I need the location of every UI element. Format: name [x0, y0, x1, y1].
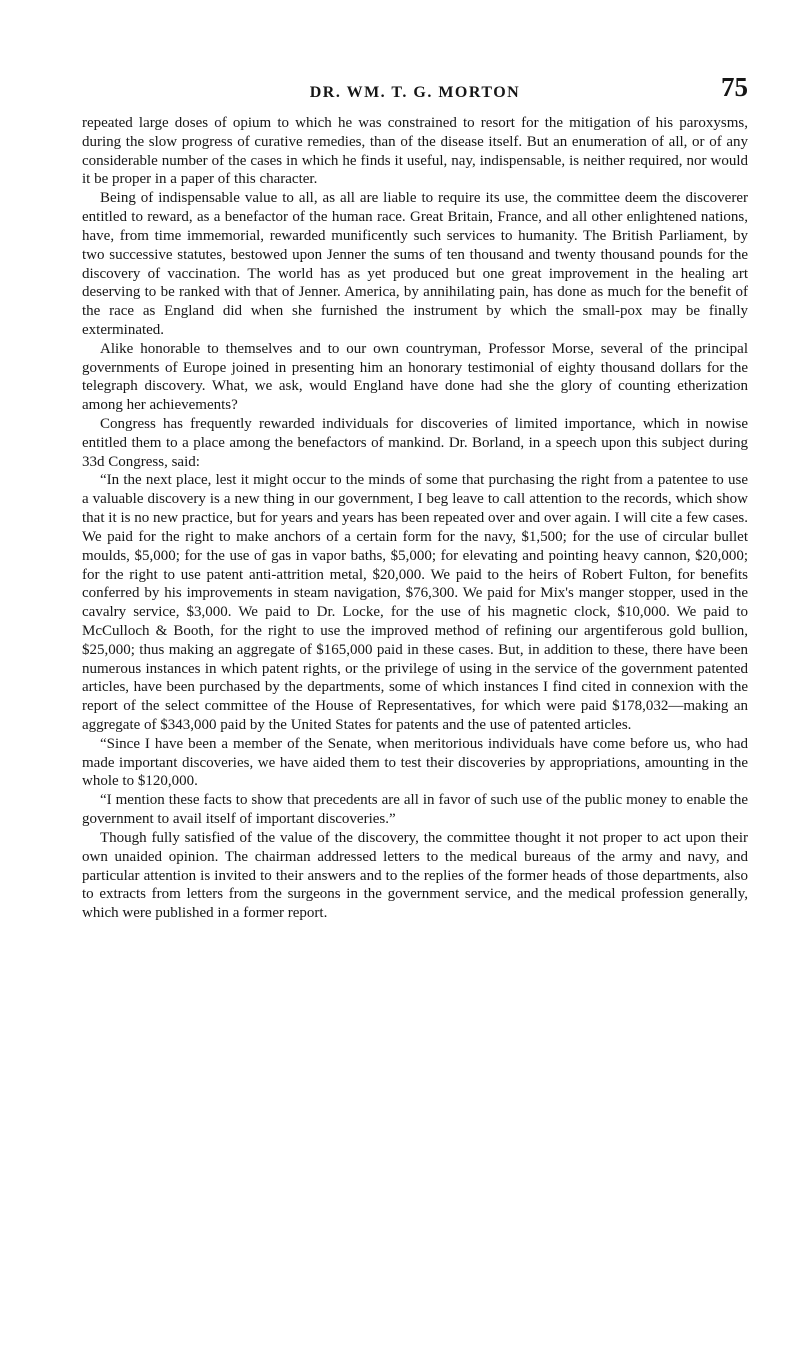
- paragraph-final: Though fully satisfied of the value of the discovery, the committee thought it not proper to act upon their own unaided opinion. The chairman addressed letters to the medical bureaus of the army and navy, and particular attention is invited to their answers and to the replies of the former heads of those departments, also to extracts from letters from the surgeons in the government service, and the medical profession generally, which were published in a former report.: [82, 829, 748, 922]
- book-page: [82, 64, 748, 923]
- paragraph-2: Being of indispensable value to all, as all are liable to require its use, the committee deem the discoverer entitled to reward, as a benefactor of the human race. Great Britain, France, and all other enlightened nations, have, from time immemorial, rewarded munificently such services to humanity. The British Parliament, by two successive statutes, bestowed upon Jenner the sums of ten thousand and twenty thousand pounds for the discovery of vaccination. The world has as yet produced but one great improvement in the healing art deserving to be ranked with that of Jenner. America, by annihilating pain, has done as much for the benefit of the race as England did when she furnished the instrument by which the small-pox may be finally exterminated.: [82, 190, 748, 338]
- body-text: [82, 114, 748, 923]
- running-title: DR. WM. T. G. MORTON: [309, 84, 521, 101]
- quoted-paragraph-2: “Since I have been a member of the Senate, when meritorious individuals have come before us, who had made important discoveries, we have aided them to test their discoveries by appropriations, amounting in the whole to $120,000.: [82, 735, 748, 790]
- paragraph-3: Alike honorable to themselves and to our own countryman, Professor Morse, several of the principal governments of Europe joined in presenting him an honorary testimonial of eighty thousand dollars for the telegraph discovery. What, we ask, would England have done had she the glory of counting etherization among her achievements?: [82, 340, 748, 414]
- running-head: [82, 64, 748, 110]
- quoted-paragraph-3: “I mention these facts to show that precedents are all in favor of such use of the public money to enable the government to avail itself of important discoveries.”: [82, 792, 748, 828]
- page-number: 75: [721, 72, 748, 102]
- paragraph-4: Congress has frequently rewarded individuals for discoveries of limited importance, which in nowise entitled them to a place among the benefactors of mankind. Dr. Borland, in a speech upon this subject during 33d Congress, said:: [82, 416, 748, 470]
- quoted-paragraph-1: “In the next place, lest it might occur to the minds of some that purchasing the right from a patentee to use a valuable discovery is a new thing in our government, I beg leave to call attention to the records, which show that it is no new practice, but for years and years has been repeated over and over again. I will cite a few cases. We paid for the right to make anchors of a certain form for the navy, $1,500; for the use of circular bullet moulds, $5,000; for the use of gas in vapor baths, $5,000; for elevating and pointing heavy cannon, $20,000; for the right to use patent anti-attrition metal, $20,000. We paid to the heirs of Robert Fulton, for benefits conferred by his improvements in steam navigation, $76,300. We paid for Mix's manger stopper, used in the cavalry service, $3,000. We paid to Dr. Locke, for the use of his magnetic clock, $10,000. We paid to McCulloch & Booth, for the right to use the improved method of refining our argentiferous gold bullion, $25,000; thus making an aggregate of $165,000 paid in these cases. But, in addition to these, there have been numerous instances in which patent rights, or the privilege of using in the service of the government patented articles, have been purchased by the departments, some of which instances I find cited in connexion with the report of the select committee of the House of Representatives, for which were paid $178,032—making an aggregate of $343,000 paid by the United States for patents and the use of patented articles.: [82, 472, 748, 733]
- paragraph-1: repeated large doses of opium to which he was constrained to resort for the mitigation of his paroxysms, during the slow progress of curative remedies, than of the disease itself. But an enumeration of all, or of any considerable number of the cases in which he finds it useful, nay, indispensable, is neither required, nor would it be proper in a paper of this character.: [82, 115, 748, 188]
